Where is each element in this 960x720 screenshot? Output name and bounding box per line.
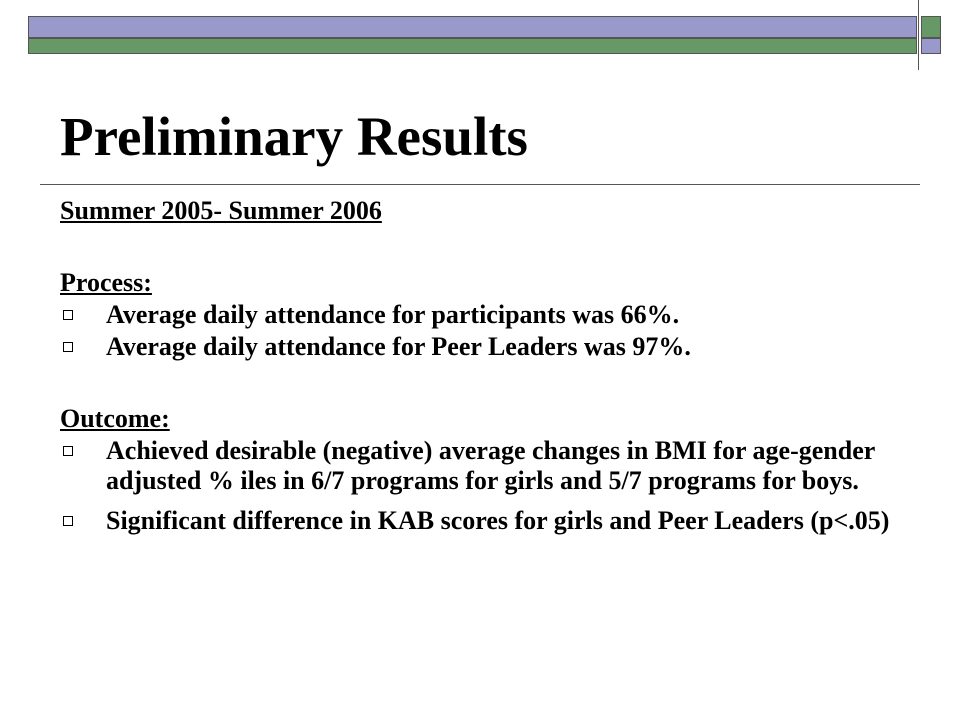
list-item	[60, 300, 910, 330]
square-bullet-icon	[63, 446, 73, 456]
square-bullet-icon	[63, 516, 73, 526]
bullet-text: Significant difference in KAB scores for girls and Peer Leaders (p<.05)	[106, 506, 890, 535]
bullet-text: Average daily attendance for participants was 66%.	[106, 300, 680, 329]
header-bar-blue	[28, 16, 917, 38]
header-divider-line	[918, 0, 919, 70]
bullet-text: Average daily attendance for Peer Leaders was 97%.	[106, 332, 691, 361]
list-item	[60, 506, 910, 536]
list-item	[60, 332, 910, 362]
list-item	[60, 436, 910, 496]
outcome-section	[60, 404, 910, 536]
slide-body	[60, 196, 910, 536]
outcome-heading: Outcome:	[60, 404, 170, 433]
header-square-green	[921, 16, 941, 38]
header-square-blue	[921, 38, 941, 54]
bullet-text: Achieved desirable (negative) average changes in BMI for age-gender adjusted % iles in 6/7 programs for girls and 5/7 programs for boys.	[106, 436, 875, 495]
square-bullet-icon	[63, 310, 73, 320]
date-range-heading: Summer 2005- Summer 2006	[60, 196, 382, 225]
title-rule	[40, 184, 920, 185]
header-bar-green	[28, 38, 917, 54]
slide-title: Preliminary Results	[60, 106, 528, 167]
process-heading: Process:	[60, 268, 152, 297]
square-bullet-icon	[63, 342, 73, 352]
process-section	[60, 268, 910, 362]
